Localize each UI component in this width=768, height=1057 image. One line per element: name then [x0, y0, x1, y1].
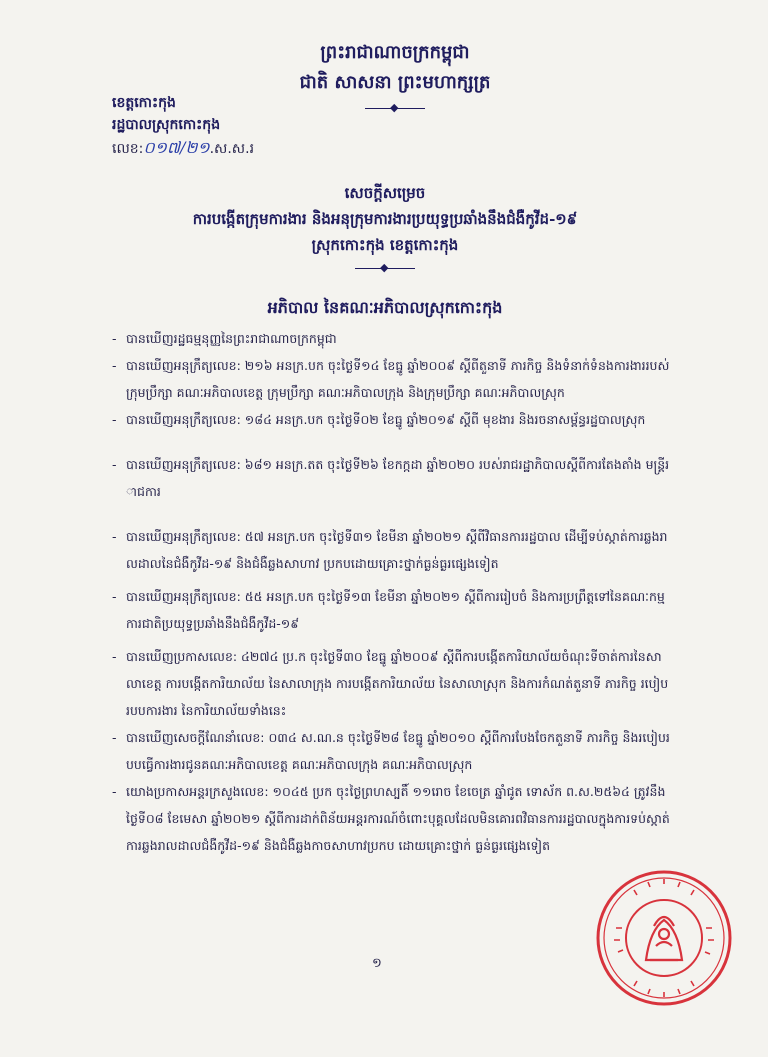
issuer-administration: រដ្ឋបាលស្រុកកោះកុង: [112, 117, 221, 133]
decision-heading: [140, 180, 630, 274]
decision-location: ស្រុកកោះកុង ខេត្តកោះកុង: [311, 236, 459, 254]
ref-separator: /: [179, 138, 186, 157]
reference-list: [112, 325, 672, 859]
decision-subject: ការបង្កើតក្រុមការងារ និងអនុក្រុមការងារប្រយុទ្ធប្រឆាំងនឹងជំងឺកូវីដ-១៩: [192, 210, 578, 228]
ref-prefix: លេខ:: [112, 141, 144, 157]
list-item: - បានឃើញអនុក្រឹត្យលេខ: ១៨៤ អនក្រ.បក ចុះថ្ងៃទី០២ ខែធ្នូ ឆ្នាំ២០១៩ ស្តីពី មុខងារ និងរចនាសម្ព័ន្ធរដ្ឋបាលស្រុក: [112, 412, 646, 427]
decision-title: សេចក្តីសម្រេច: [344, 184, 426, 202]
list-item: - បានឃើញអនុក្រឹត្យលេខ: ២១៦ អនក្រ.បក ចុះថ្ងៃទី១៤ ខែធ្នូ ឆ្នាំ២០០៩ ស្តីពីតួនាទី ភារកិច្ច និងទំនាក់ទំនងការងាររបស់ក្រុមប្រឹក្សា គណៈអភិបាលខេត្ត ក្រុមប្រឹក្សា គណៈអភិបាលក្រុង និងក្រុមប្រឹក្សា គណៈអភិបាលស្រុក: [112, 358, 670, 400]
list-item: - បានឃើញអនុក្រឹត្យលេខ: ៦៨១ អនក្រ.តត ចុះថ្ងៃទី២៦ ខែកក្កដា ឆ្នាំ២០២០ របស់រាជរដ្ឋាភិបាលស្តីពីការតែងតាំង មន្ត្រីរាជការ: [112, 457, 670, 499]
reference-number: [112, 136, 302, 161]
ref-suffix: .ស.ស.រ: [209, 141, 255, 157]
national-motto: ជាតិ សាសនា ព្រះមហាក្សត្រ: [299, 72, 491, 93]
list-item: - បានឃើញអនុក្រឹត្យលេខ: ៥៧ អនក្រ.បក ចុះថ្ងៃទី៣១ ខែមីនា ឆ្នាំ២០២១ ស្តីពីវិធានការរដ្ឋបាល ដើម្បីទប់ស្កាត់ការឆ្លងរាលដាលនៃជំងឺកូវីដ-១៩ និងជំងឺឆ្លងសាហាវ ប្រកបដោយគ្រោះថ្នាក់ធ្ងន់ធ្ងរផ្សេងទៀត: [112, 529, 668, 571]
issuer-province: ខេត្តកោះកុង: [112, 95, 176, 111]
ref-number: ០១៧: [143, 138, 180, 157]
list-item: - បានឃើញសេចក្តីណែនាំលេខ: ០៣៤ ស.ណ.ន ចុះថ្ងៃទី២៨ ខែធ្នូ ឆ្នាំ២០១០ ស្តីពីការបែងចែកតួនាទី ភារកិច្ច និងរបៀបរបបធ្វើការងារជូនគណៈអភិបាលខេត្ត គណៈអភិបាលក្រុង គណៈអភិបាលស្រុក: [112, 730, 670, 772]
decision-ornament: [355, 264, 415, 274]
page-number: ១: [372, 956, 382, 971]
ref-year: ២១: [185, 138, 210, 157]
issuer-block: [112, 92, 302, 161]
list-item: - បានឃើញរដ្ឋធម្មនុញ្ញនៃព្រះរាជាណាចក្រកម្ពុជា: [112, 331, 337, 346]
kingdom-title: ព្រះរាជាណាចក្រកម្ពុជា: [320, 42, 470, 63]
official-seal-icon: [594, 868, 734, 1008]
list-item: - យោងប្រកាសអន្តរក្រសួងលេខ: ១០៤៥ ប្រក ចុះថ្ងៃព្រហស្បតិ៍ ១១រោច ខែចេត្រ ឆ្នាំជូត ទោស័ក ព.ស.២៥៦៤ ត្រូវនឹងថ្ងៃទី០៨ ខែមេសា ឆ្នាំ២០២១ ស្តីពីការដាក់ពិន័យអន្តរការណ៍ចំពោះបុគ្គលដែលមិនគោរពវិធានការរដ្ឋបាលក្នុងការទប់ស្កាត់ការឆ្លងរាលដាលជំងឺកូវីដ-១៩ និងជំងឺឆ្លងកាចសាហាវប្រកប ដោយគ្រោះថ្នាក់ ធ្ងន់ធ្ងរផ្សេងទៀត: [112, 784, 670, 853]
authority-heading: អភិបាល នៃគណៈអភិបាលស្រុកកោះកុង: [267, 298, 503, 317]
list-item: - បានឃើញប្រកាសលេខ: ៤២៧៤ ប្រ.ក ចុះថ្ងៃទី៣០ ខែធ្នូ ឆ្នាំ២០០៩ ស្តីពីការបង្កើតការិយាល័យចំណុះទីចាត់ការនៃសាលាខេត្ត ការបង្កើតការិយាល័យ នៃសាលាក្រុង ការបង្កើតការិយាល័យ នៃសាលាស្រុក និងការកំណត់តួនាទី ភារកិច្ច របៀបរបបការងារ នៃការិយាល័យទាំងនេះ: [112, 649, 669, 718]
header-ornament: [365, 104, 425, 114]
list-item: - បានឃើញអនុក្រឹត្យលេខ: ៥៥ អនក្រ.បក ចុះថ្ងៃទី១៣ ខែមីនា ឆ្នាំ២០២១ ស្តីពីការរៀបចំ និងការប្រព្រឹត្តទៅនៃគណៈកម្មការជាតិប្រយុទ្ធប្រឆាំងនឹងជំងឺកូវីដ-១៩: [112, 589, 665, 631]
